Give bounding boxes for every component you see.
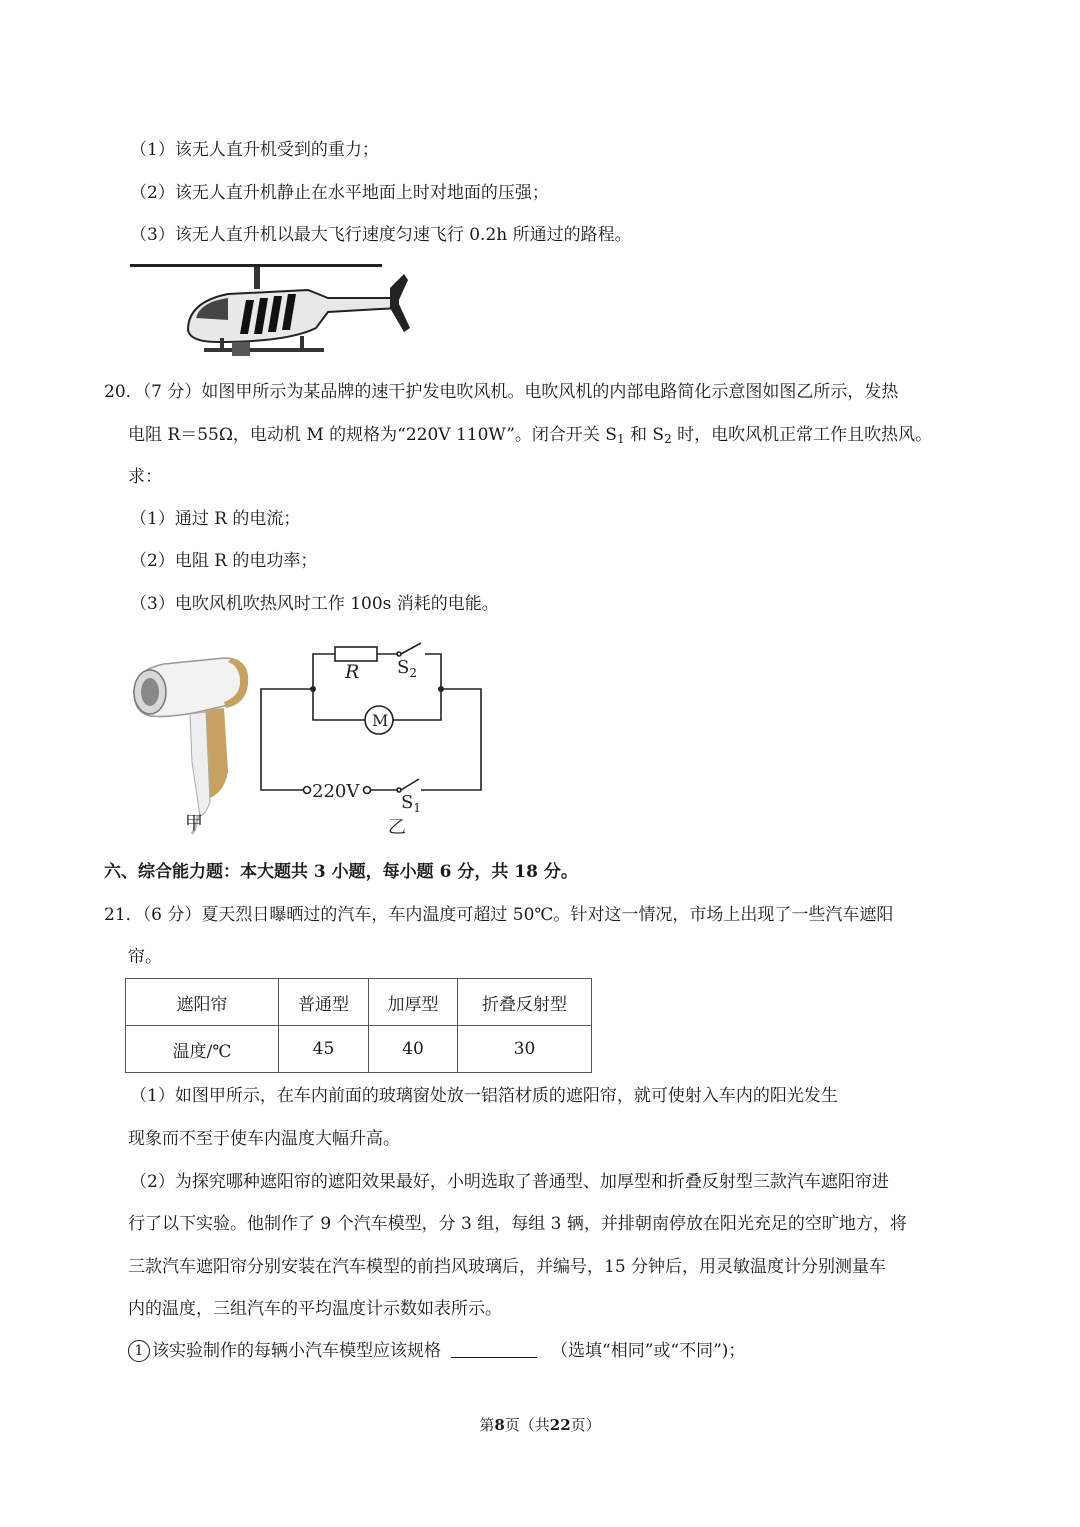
table-cell: 45 <box>279 1026 369 1073</box>
caption-yi: 乙 <box>388 817 406 838</box>
q19-sub3: （3）该无人直升机以最大飞行速度匀速飞行 0.2h 所通过的路程。 <box>130 225 632 245</box>
table-cell: 40 <box>369 1026 458 1073</box>
table-cell: 加厚型 <box>369 979 458 1026</box>
q21-line1: 21．（6 分）夏天烈日曝晒过的汽车，车内温度可超过 50℃。针对这一情况，市场上出现了一些汽车遮阳 <box>104 905 894 925</box>
terminal-left <box>304 787 311 794</box>
label-R: R <box>345 661 360 683</box>
rotor-mast <box>254 267 260 289</box>
wire-mid-left <box>313 689 365 720</box>
wire-mid-right <box>393 689 441 720</box>
main-rotor-blade <box>130 264 382 267</box>
page-footer: 第8页（共22页） <box>479 1416 601 1434</box>
answer-blank[interactable] <box>451 1339 537 1358</box>
switch-S2 <box>401 643 421 654</box>
q21-p2-line3: 三款汽车遮阳帘分别安装在汽车模型的前挡风玻璃后，并编号，15 分钟后，用灵敏温度计分别测量车 <box>128 1257 887 1277</box>
q21-p1-line1: （1）如图甲所示，在车内前面的玻璃窗处放一铝箔材质的遮阳帘，就可使射入车内的阳光发生 <box>130 1086 838 1106</box>
dryer-handle <box>190 712 210 816</box>
camera-pod <box>232 342 250 356</box>
label-S1: $S_1$ <box>401 792 421 815</box>
wire-top-left <box>313 654 335 689</box>
q20-line2: 电阻 R＝55Ω，电动机 M 的规格为“220V 110W”。闭合开关 $S_1$ 和 $S_2$ 时，电吹风机正常工作且吹热风。 <box>128 425 933 446</box>
caption-jia: 甲 <box>185 813 203 834</box>
q20-sub1: （1）通过 R 的电流； <box>130 509 301 529</box>
switch-S1 <box>401 779 419 790</box>
q20-sub3: （3）电吹风机吹热风时工作 100s 消耗的电能。 <box>130 594 499 614</box>
section-heading: 六、综合能力题：本大题共 3 小题，每小题 6 分，共 18 分。 <box>104 862 578 882</box>
table-cell: 温度/℃ <box>126 1026 279 1073</box>
tail-rotor <box>390 274 410 332</box>
table-row <box>126 1026 592 1073</box>
wire-outer-left <box>261 689 313 790</box>
circled-number: 1 <box>128 1340 150 1362</box>
helicopter-figure <box>128 258 420 368</box>
q19-sub1: （1）该无人直升机受到的重力； <box>130 140 379 160</box>
table-cell: 普通型 <box>279 979 369 1026</box>
resistor-R <box>335 647 377 661</box>
junction-left <box>310 686 316 692</box>
terminal-right <box>364 787 371 794</box>
q21-p2-line4: 内的温度，三组汽车的平均温度计示数如表所示。 <box>128 1299 502 1319</box>
label-M: M <box>372 711 389 730</box>
q19-sub2: （2）该无人直升机静止在水平地面上时对地面的压强； <box>130 183 549 203</box>
table-cell: 遮阳帘 <box>126 979 279 1026</box>
hair-dryer-figure <box>128 652 253 837</box>
table-header-row <box>126 979 592 1026</box>
q21-p1-line2: 现象而不至于使车内温度大幅升高。 <box>128 1129 400 1149</box>
q21-line2: 帘。 <box>128 947 162 967</box>
circuit-diagram <box>255 640 490 840</box>
junction-right <box>438 686 444 692</box>
q21-item1: 1 该实验制作的每辆小汽车模型应该规格 （选填“相同”或“不同”)； <box>128 1339 745 1363</box>
q20-line1: 20．（7 分）如图甲所示为某品牌的速干护发电吹风机。电吹风机的内部电路简化示意图如图乙所示，发热 <box>104 382 899 402</box>
q20-line3: 求： <box>128 467 162 487</box>
wire-top-right <box>425 654 441 689</box>
sunshade-table <box>125 978 592 1073</box>
label-S2: $S_2$ <box>397 657 417 680</box>
q20-sub2: （2）电阻 R 的电功率； <box>130 551 318 571</box>
q21-p2-line1: （2）为探究哪种遮阳帘的遮阳效果最好，小明选取了普通型、加厚型和折叠反射型三款汽车遮阳帘进 <box>130 1172 889 1192</box>
wire-outer-right <box>421 689 481 790</box>
label-220V: 220V <box>312 781 360 802</box>
table-cell: 30 <box>458 1026 592 1073</box>
table-cell: 折叠反射型 <box>458 979 592 1026</box>
q21-p2-line2: 行了以下实验。他制作了 9 个汽车模型，分 3 组，每组 3 辆，并排朝南停放在阳光充足的空旷地方，将 <box>128 1214 907 1234</box>
